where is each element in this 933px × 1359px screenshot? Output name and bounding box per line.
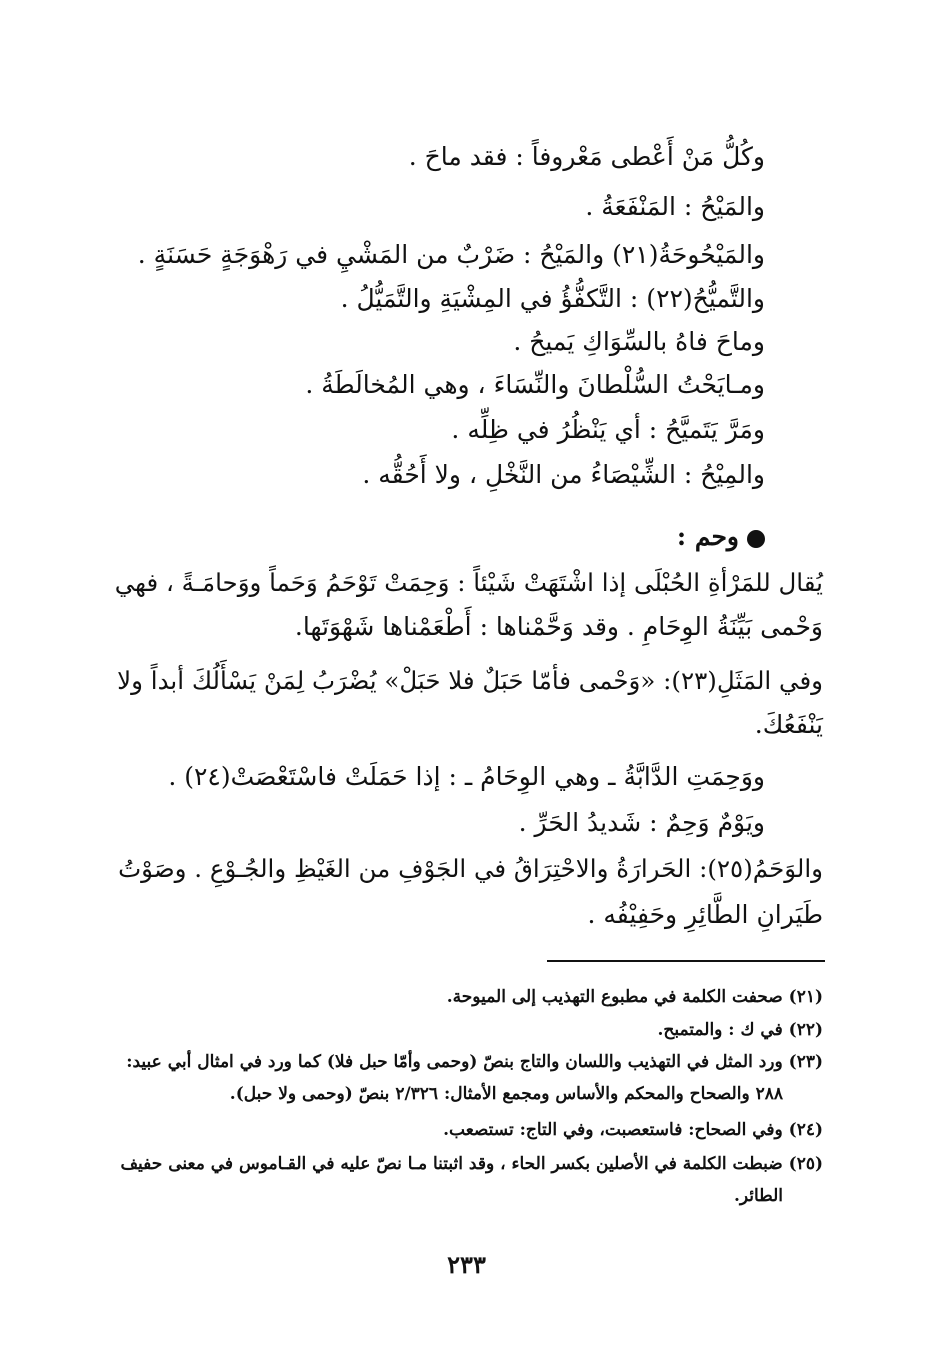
page-number: ٢٣٣ <box>447 1250 486 1279</box>
bullet-icon <box>747 530 765 548</box>
entry-line: طَيَرانِ الطَّائِرِ وحَفِيْفُه . <box>587 900 823 929</box>
entry-line: ومـايَحْتُ السُّلْطانَ والنِّسَاءَ ، وهي المُخالَطَةُ . <box>305 370 765 399</box>
entry-line: والتَّميُّحُ(٢٢) : التَّكفُّؤُ في المِشْيَةِ والتَّمَيُّلُ . <box>340 284 765 313</box>
footnote: (٢٤) وفي الصحاح: فاستعصبت، وفي التاج: تستصعب. <box>443 1120 823 1140</box>
entry-line: والمَيْحُ : المَنْفَعَةُ . <box>585 192 765 221</box>
footnote-divider <box>547 960 825 962</box>
entry-line: ويَوْمٌ وَحِمٌ : شَديدُ الحَرِّ . <box>518 808 765 837</box>
entry-line: وماحَ فاهُ بالسِّوَاكِ يَميحُ . <box>513 327 765 356</box>
entry-line: والوَحَمُ(٢٥): الحَرارَةُ والاحْتِرَاقُ في الجَوْفِ من الغَيْظِ والجُـوْعِ . وصَوْتُ <box>118 854 823 883</box>
footnote-continuation: الطائر. <box>733 1186 783 1206</box>
entry-line: ووَحِمَتِ الدَّابَّةُ ـ وهي الوِحَامُ ـ : إذا حَمَلَتْ فاسْتَعْصَتْ(٢٤) . <box>168 762 765 791</box>
footnote: (٢٢) في ك : والمتمبح. <box>657 1020 823 1040</box>
entry-line: ومَرَّ يَتَميَّحُ : أي يَنْظُرُ في ظِلِّه . <box>451 415 765 444</box>
entry-line: والمَيْحُوحَةُ(٢١) والمَيْحُ : ضَرْبٌ من المَشْيِ في رَهْوَجَةٍ حَسَنَةٍ . <box>137 240 765 269</box>
footnote: (٢٣) ورد المثل في التهذيب واللسان والتاج بنصّ (وحمى وأمّا حبل فلا) كما ورد في امثال أبي عبيد: <box>126 1052 823 1072</box>
entry-heading <box>677 520 765 554</box>
entry-line: وَحْمى بَيِّنَةُ الوِحَامِ . وقد وَحَّمْناها : أَطْعَمْناها شَهْوَتَها. <box>294 612 823 641</box>
entry-line: والمِيْحُ : الشِّيْصَاءُ من النَّخْلِ ، ولا أَحُقُّه . <box>362 460 765 489</box>
footnote-continuation: ٢٨٨ والصحاح والمحكم والأساس ومجمع الأمثال: ٢/٣٢٦ بنصّ (وحمى ولا حبل). <box>229 1084 783 1104</box>
entry-line: يَنْفَعُكَ. <box>754 710 823 739</box>
footnote: (٢١) صحفت الكلمة في مطبوع التهذيب إلى الميوحة. <box>446 987 823 1007</box>
entry-heading-text: وحم : <box>676 522 739 551</box>
entry-line: وفي المَثَلِ(٢٣): «وَحْمى فأمّا حَبَلٌ فلا حَبَلْ» يُضْرَبُ لِمَنْ يَسْأَلُكَ أبداً ولا <box>117 666 823 695</box>
footnote: (٢٥) ضبطت الكلمة في الأصلين بكسر الحاء ، وقد اثبتنا مـا نصّ عليه في القـاموس في معنى حفيف <box>120 1154 823 1174</box>
entry-line: وكُلُّ مَنْ أَعْطى مَعْروفاً : فقد ماحَ . <box>408 142 765 171</box>
entry-line: يُقال للمَرْأةِ الحُبْلَى إذا اشْتَهَتْ شَيْئاً : وَحِمَتْ تَوْحَمُ وَحَماً ووَحامَـةً ، فهي <box>114 568 823 597</box>
